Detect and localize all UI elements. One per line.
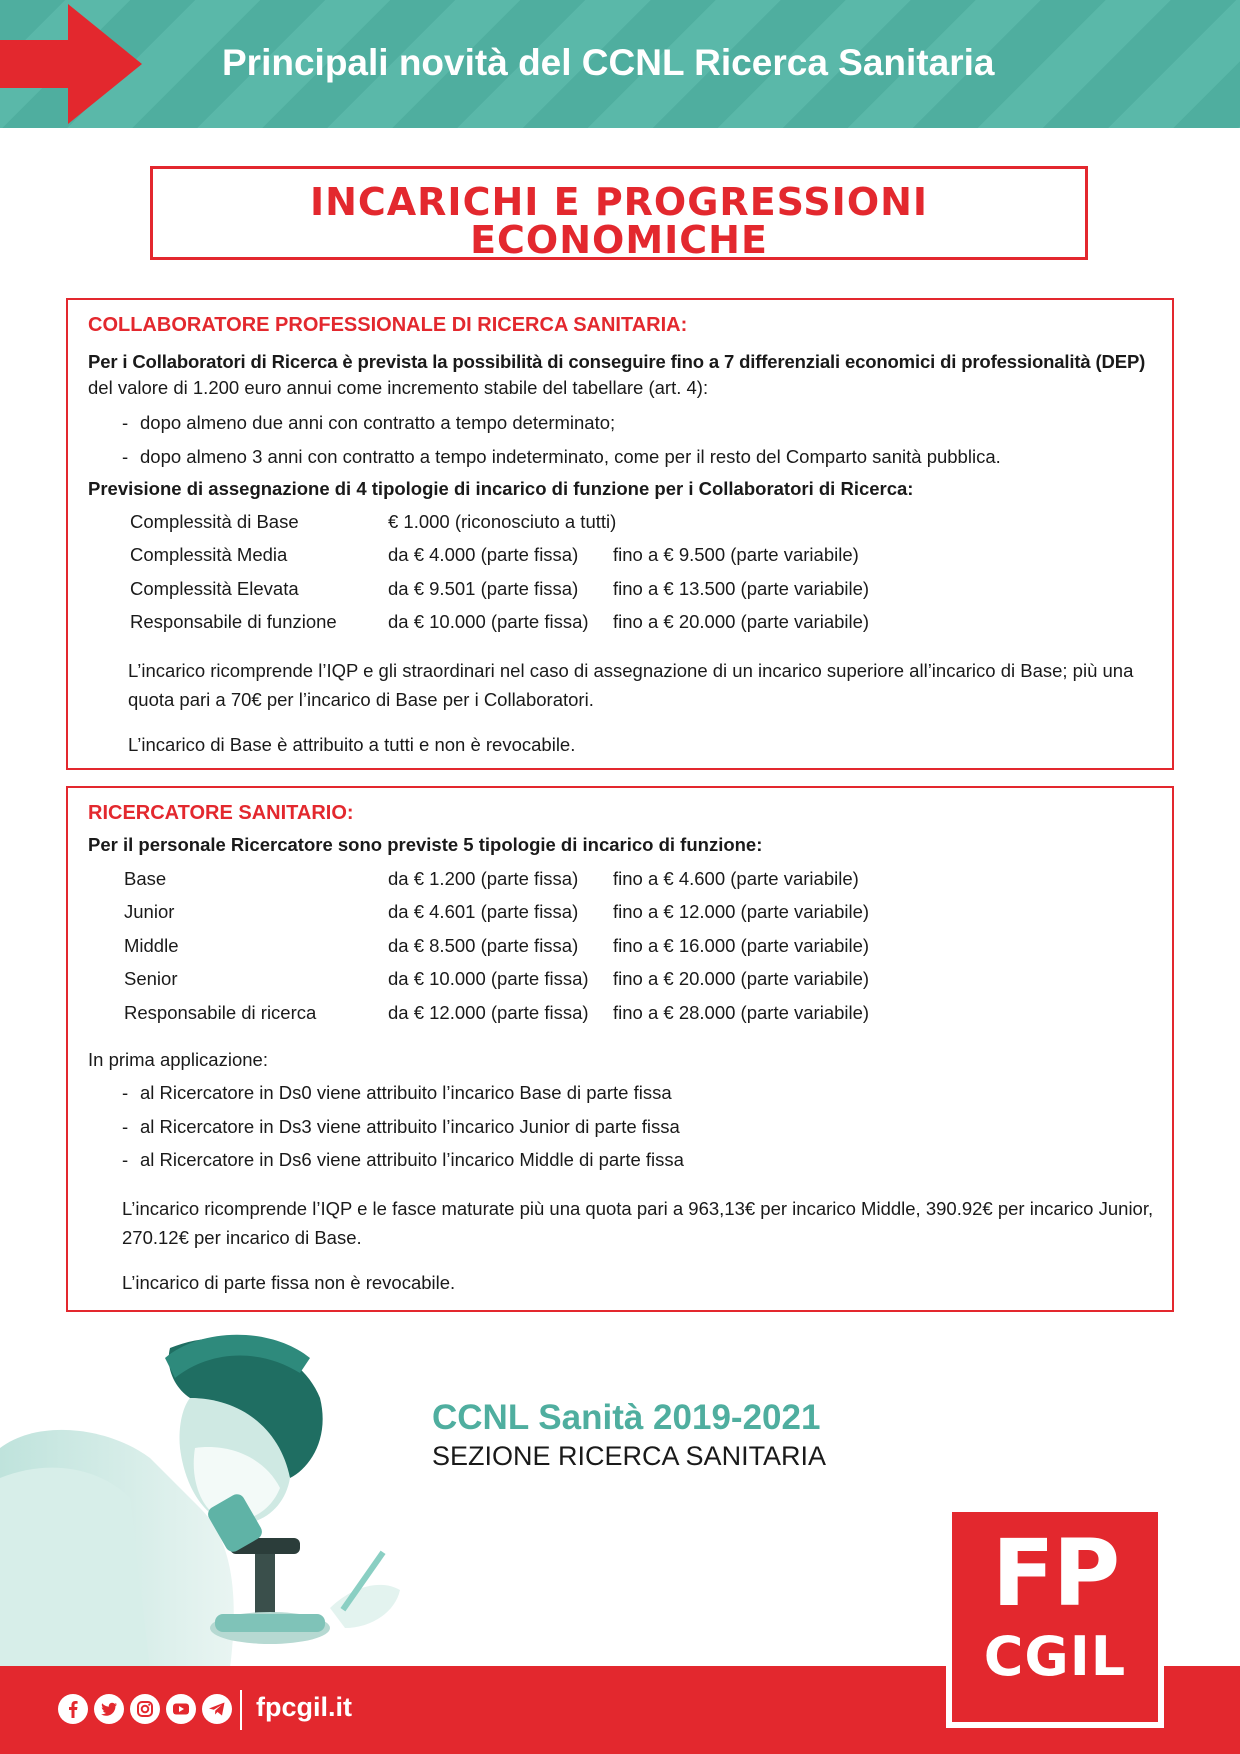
row-variable: fino a € 20.000 (parte variabile) (613, 611, 870, 632)
instagram-icon[interactable] (130, 1694, 160, 1724)
row-variable: fino a € 13.500 (parte variabile) (613, 578, 870, 599)
main-title-line1: INCARICHI E PROGRESSIONI (309, 180, 929, 224)
row-name: Senior (124, 968, 178, 989)
note-paragraph: L’incarico ricomprende l’IQP e le fasce maturate più una quota pari a 963,13€ per incarico Middle, 390.92€ per incarico Junior, 270.12€ per incarico di Base. (122, 1198, 1154, 1248)
note-paragraph: L’incarico ricomprende l’IQP e gli straordinari nel caso di assegnazione di un incarico superiore all’incarico di Base; più una quota pari a 70€ per l’incarico di Base per i Collaboratori. (128, 660, 1134, 710)
row-name: Complessità di Base (130, 511, 299, 532)
header-title: Principali novità del CCNL Ricerca Sanitaria (222, 42, 995, 83)
row-fixed: da € 12.000 (parte fissa) (388, 1002, 589, 1023)
section-title: COLLABORATORE PROFESSIONALE DI RICERCA SANITARIA: (88, 314, 688, 336)
twitter-icon[interactable] (94, 1694, 124, 1724)
ricercatore-section (66, 786, 1174, 1312)
telegram-icon[interactable] (202, 1694, 232, 1724)
row-fixed: da € 4.000 (parte fissa) (388, 544, 579, 565)
note-paragraph: L’incarico di Base è attribuito a tutti e non è revocabile. (128, 734, 576, 755)
list-item: - al Ricercatore in Ds0 viene attribuito l’incarico Base di parte fissa (122, 1082, 672, 1103)
row-name: Complessità Media (130, 544, 288, 565)
logo-fp: FP (991, 1520, 1119, 1627)
row-variable: fino a € 9.500 (parte variabile) (613, 544, 859, 565)
list-item: - al Ricercatore in Ds3 viene attribuito l’incarico Junior di parte fissa (122, 1116, 680, 1137)
first-application-label: In prima applicazione: (88, 1049, 268, 1070)
list-item: - dopo almeno due anni con contratto a tempo determinato; (122, 412, 616, 433)
footer-separator (240, 1690, 242, 1730)
row-variable: fino a € 12.000 (parte variabile) (613, 901, 870, 922)
row-variable: fino a € 16.000 (parte variabile) (613, 935, 870, 956)
ccnl-subtitle: SEZIONE RICERCA SANITARIA (432, 1441, 827, 1471)
row-variable: fino a € 28.000 (parte variabile) (613, 1002, 870, 1023)
list-item: - dopo almeno 3 anni con contratto a tempo indeterminato, come per il resto del Comparto sanità pubblica. (122, 446, 1001, 467)
main-title (153, 180, 1085, 262)
subheading: Previsione di assegnazione di 4 tipologie di incarico di funzione per i Collaboratori di Ricerca: (88, 478, 914, 499)
row-name: Responsabile di funzione (130, 611, 337, 632)
section-title: RICERCATORE SANITARIO: (88, 802, 354, 824)
main-title-box (150, 166, 1088, 260)
website-link[interactable]: fpcgil.it (256, 1692, 352, 1722)
ccnl-title: CCNL Sanità 2019-2021 (432, 1398, 821, 1437)
note-paragraph: L’incarico di parte fissa non è revocabile. (122, 1272, 456, 1293)
social-icons (58, 1694, 232, 1724)
list-item: - al Ricercatore in Ds6 viene attribuito l’incarico Middle di parte fissa (122, 1149, 684, 1170)
header-banner (0, 0, 1240, 128)
row-fixed: da € 10.000 (parte fissa) (388, 968, 589, 989)
arrow-icon (0, 0, 150, 128)
intro-bold: Per i Collaboratori di Ricerca è prevista la possibilità di conseguire fino a 7 differenziali economici di professionalità (DEP) (88, 351, 1146, 372)
row-fixed: da € 10.000 (parte fissa) (388, 611, 589, 632)
row-name: Base (124, 868, 167, 889)
fp-cgil-logo (946, 1506, 1164, 1728)
row-fixed: € 1.000 (riconosciuto a tutti) (388, 511, 617, 532)
row-fixed: da € 1.200 (parte fissa) (388, 868, 579, 889)
youtube-icon[interactable] (166, 1694, 196, 1724)
row-variable: fino a € 20.000 (parte variabile) (613, 968, 870, 989)
row-variable: fino a € 4.600 (parte variabile) (613, 868, 859, 889)
row-fixed: da € 8.500 (parte fissa) (388, 935, 579, 956)
row-name: Middle (124, 935, 179, 956)
logo-cgil: CGIL (983, 1625, 1127, 1688)
collaboratore-section (66, 298, 1174, 770)
subheading: Per il personale Ricercatore sono previste 5 tipologie di incarico di funzione: (88, 834, 763, 855)
main-title-line2: ECONOMICHE (470, 218, 768, 262)
researcher-illustration (0, 1328, 440, 1668)
row-fixed: da € 9.501 (parte fissa) (388, 578, 579, 599)
facebook-icon[interactable] (58, 1694, 88, 1724)
row-name: Responsabile di ricerca (124, 1002, 317, 1023)
intro-text: del valore di 1.200 euro annui come incremento stabile del tabellare (art. 4): (88, 377, 709, 398)
row-name: Complessità Elevata (130, 578, 299, 599)
row-fixed: da € 4.601 (parte fissa) (388, 901, 579, 922)
row-name: Junior (124, 901, 175, 922)
